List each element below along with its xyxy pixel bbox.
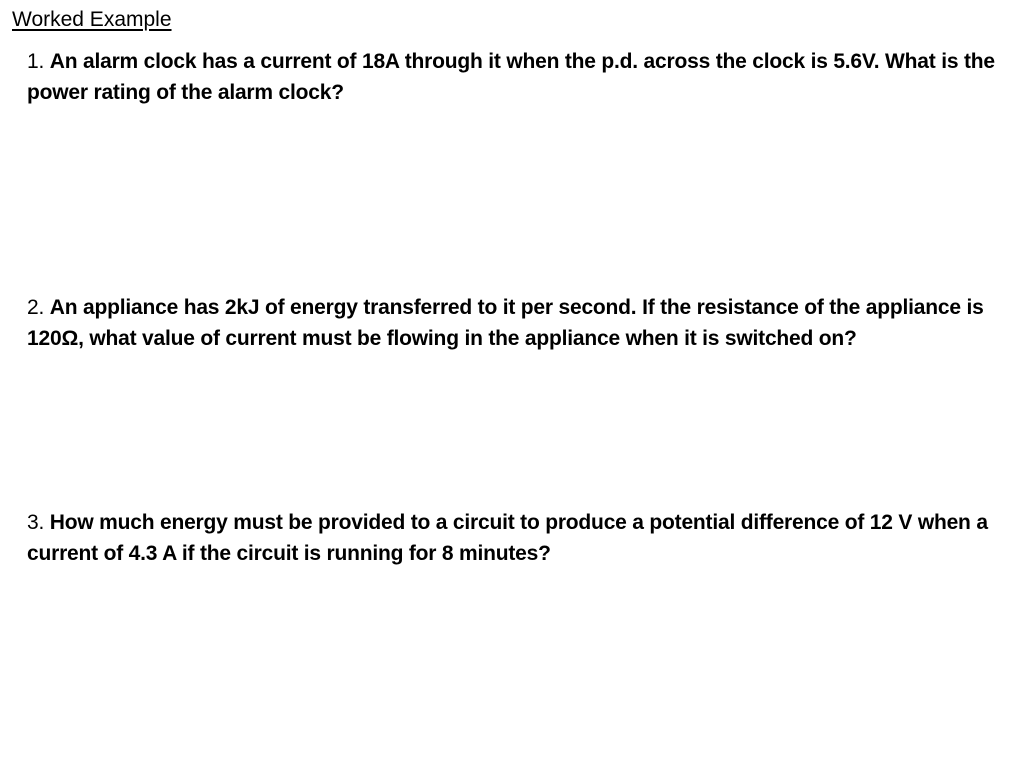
question-number: 2. (27, 296, 45, 319)
question-2 (27, 292, 1002, 354)
question-1 (27, 46, 1002, 108)
page-title: Worked Example (12, 8, 172, 31)
question-text: An alarm clock has a current of 18A through it when the p.d. across the clock is 5.6V. What is the power rating of the alarm clock? (27, 50, 995, 104)
question-3 (27, 507, 1002, 569)
question-text: An appliance has 2kJ of energy transferred to it per second. If the resistance of the appliance is 120Ω, what value of current must be flowing in the appliance when it is switched on? (27, 296, 984, 350)
question-text: How much energy must be provided to a circuit to produce a potential difference of 12 V when a current of 4.3 A if the circuit is running for 8 minutes? (27, 511, 988, 565)
question-number: 3. (27, 511, 45, 534)
question-number: 1. (27, 50, 45, 73)
